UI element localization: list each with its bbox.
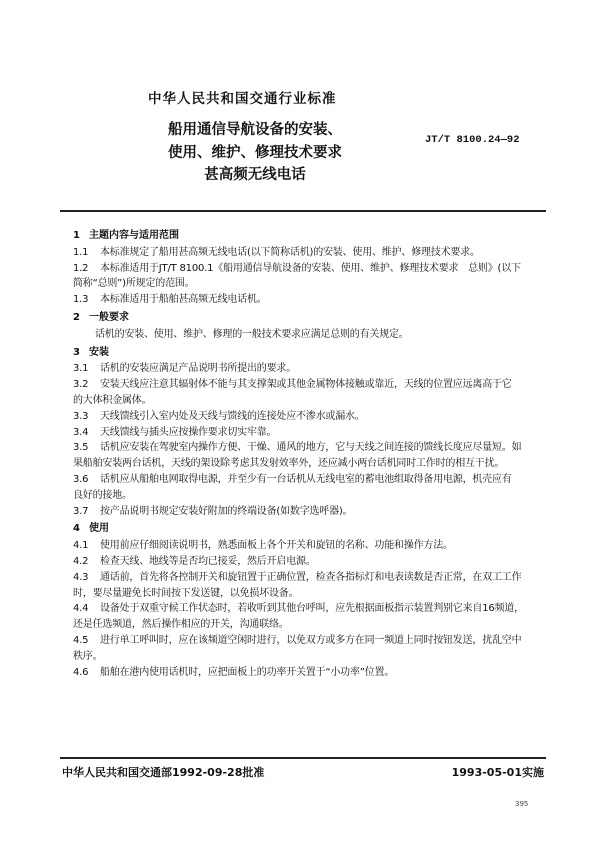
issuer-heading: 中华人民共和国交通行业标准 [148, 91, 337, 107]
header-divider [60, 210, 546, 212]
clause: 4.1 使用前应仔细阅读说明书，熟悉面板上各个开关和旋钮的名称、功能和操作方法。 [73, 540, 453, 552]
document-body [73, 226, 553, 680]
clause: 3.4 天线馈线与插头应按操作要求切实牢靠。 [73, 426, 277, 438]
section-heading: 4 使用 [73, 523, 109, 535]
title-line: 甚高频无线电话 [204, 167, 306, 183]
approval-date: 中华人民共和国交通部1992-09-28批准 [62, 766, 265, 779]
standard-code: JT/T 8100.24—92 [425, 134, 520, 146]
document-title [150, 119, 360, 187]
clause: 3.3 天线馈线引入室内处及天线与馈线的连接处应不渗水或漏水。 [73, 410, 365, 422]
footer-divider [60, 757, 546, 759]
clause: 1.3 本标准适用于船舶甚高频无线电话机。 [73, 294, 267, 306]
clause: 4.6 船舶在港内使用话机时，应把面板上的功率开关置于“小功率”位置。 [73, 666, 395, 678]
title-line: 船用通信导航设备的安装、 [168, 122, 342, 138]
title-line: 使用、维护、修理技术要求 [168, 144, 342, 161]
clause: 4.2 检查天线、地线等是否均已接妥，然后开启电源。 [73, 555, 316, 567]
clause: 3.5 话机应安装在驾驶室内操作方便、干燥、通风的地方，它与天线之间连接的馈线长度应尽量短。如 果船舶安装两台话机，天线的架设除考虑其发射效率外，还应减小两台话机同时工作时的相互干扰。 [73, 442, 522, 470]
clause: 1.2 本标准适用于JT/T 8100.1《船用通信导航设备的安装、使用、维护、修理技术要求 总则》(以下 简称“总则”)所规定的范围。 [73, 262, 521, 290]
clause: 4.5 进行单工呼叫时，应在该频道空闲时进行，以免双方或多方在同一频道上同时按钮发送，扰乱空中 秩序。 [73, 634, 522, 662]
clause: 3.1 话机的安装应满足产品说明书所提出的要求。 [73, 363, 296, 375]
clause: 3.6 话机应从船舶电网取得电源，并至少有一台话机从无线电室的蓄电池组取得备用电源，机壳应有 良好的接地。 [73, 473, 512, 501]
effective-date: 1993-05-01实施 [451, 766, 544, 779]
page-number: 395 [515, 800, 529, 808]
section-heading: 2 一般要求 [73, 311, 129, 323]
section-heading: 3 安装 [73, 346, 109, 358]
paragraph: 话机的安装、使用、维护、修理的一般技术要求应满足总则的有关规定。 [95, 328, 409, 340]
section-heading: 1 主题内容与适用范围 [73, 230, 179, 241]
clause: 1.1 本标准规定了船用甚高频无线电话(以下简称话机)的安装、使用、维护、修理技术要求。 [73, 246, 480, 258]
clause: 4.4 设备处于双重守候工作状态时，若收听到其他台呼叫，应先根据面板指示装置判别它来自16频道， 还是任选频道，然后操作相应的开关，沟通联络。 [73, 603, 524, 631]
clause: 4.3 通话前，首先将各控制开关和旋钮置于正确位置，检查各指标灯和电表读数是否正常，在双工工作 时，要尽量避免长时间按下发送键，以免损坏设备。 [73, 571, 522, 599]
clause: 3.2 安装天线应注意其辐射体不能与其支撑架或其他金属物体接触或靠近，天线的位置应远离高于它 的大体积金属体。 [73, 379, 512, 406]
clause: 3.7 按产品说明书规定安装好附加的终端设备(如数字选呼器)。 [73, 505, 353, 517]
